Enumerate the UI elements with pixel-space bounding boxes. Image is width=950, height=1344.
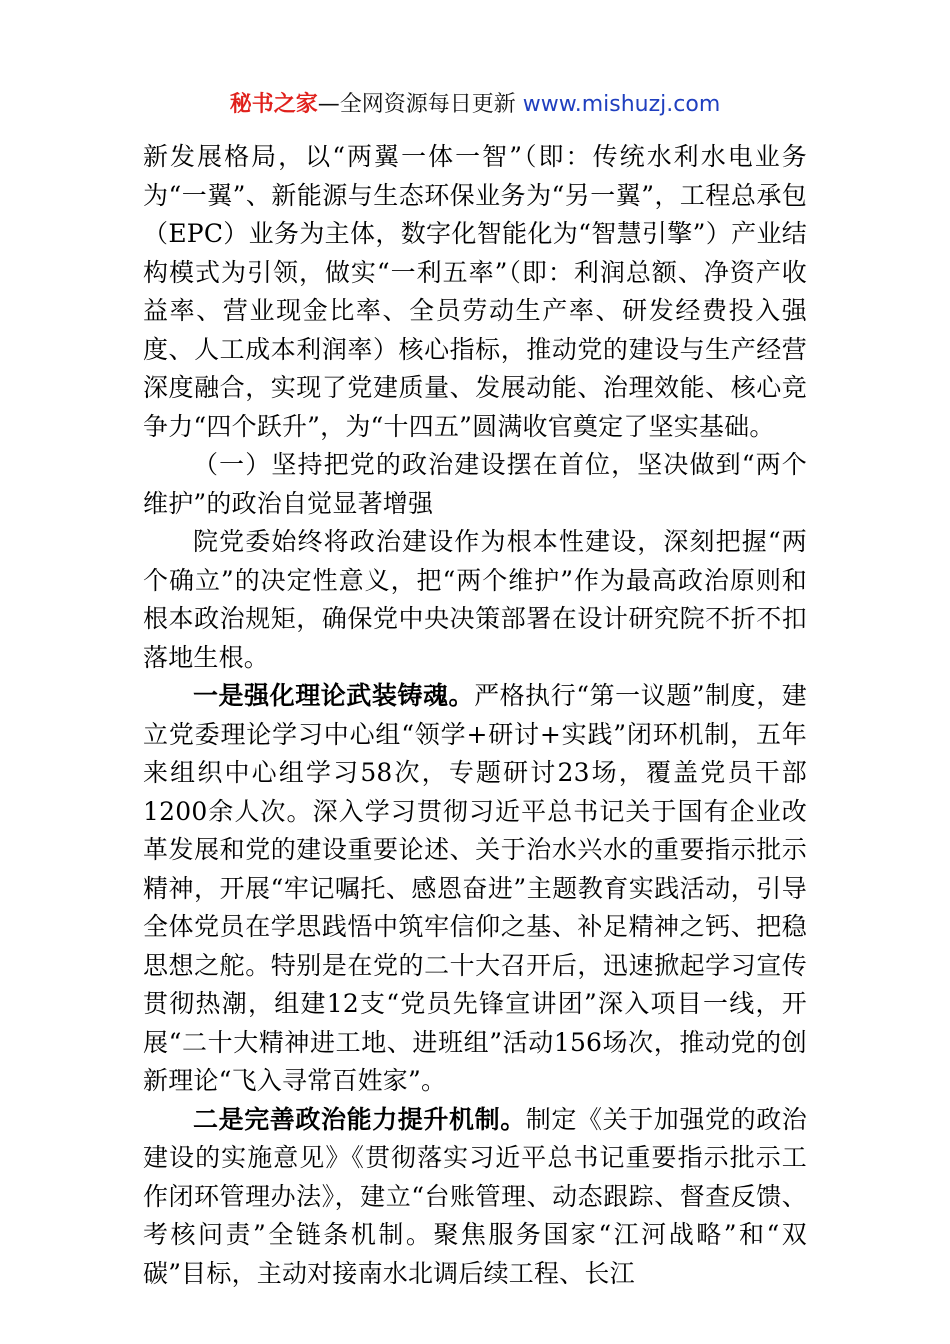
paragraph: [143, 677, 807, 1101]
paragraph-lead: 二是完善政治能力提升机制。: [193, 1104, 526, 1134]
paragraph: [143, 523, 807, 677]
site-brand: 秘书之家: [229, 92, 318, 117]
section-heading: [143, 446, 807, 523]
paragraph-text: 制定《关于加强党的政治建设的实施意见》《贯彻落实习近平总书记重要指示批示工作闭环管理办法》，建立“台账管理、动态跟踪、督查反馈、考核问责”全链条机制。聚焦服务国家“江河战略”和“双碳”目标，主动对接南水北调后续工程、长江: [143, 1104, 807, 1288]
site-url-link[interactable]: www.mishuzj.com: [522, 92, 721, 117]
paragraph-text: 院党委始终将政治建设作为根本性建设，深刻把握“两个确立”的决定性意义，把“两个维护”作为最高政治原则和根本政治规矩，确保党中央决策部署在设计研究院不折不扣落地生根。: [143, 527, 807, 672]
paragraph: [143, 1101, 807, 1294]
paragraph-continuation: [143, 138, 807, 446]
paragraph-lead: 一是强化理论武装铸魂。: [193, 681, 475, 710]
paragraph-text: 严格执行“第一议题”制度，建立党委理论学习中心组“领学+研讨+实践”闭环机制，五年来组织中心组学习58次，专题研讨23场，覆盖党员干部1200余人次。深入学习贯彻习近平总书记关于国有企业改革发展和党的建设重要论述、关于治水兴水的重要指示批示精神，开展“牢记嘱托、感恩奋进”主题教育实践活动，引导全体党员在学思践悟中筑牢信仰之基、补足精神之钙、把稳思想之舵。特别是在党的二十大召开后，迅速掀起学习宣传贯彻热潮，组建12支“党员先锋宣讲团”深入项目一线，开展“二十大精神进工地、进班组”活动156场次，推动党的创新理论“飞入寻常百姓家”。: [143, 681, 807, 1095]
site-header: [0, 90, 950, 120]
site-slogan: —全网资源每日更新: [317, 92, 523, 117]
section-heading-text: （一）坚持把党的政治建设摆在首位，坚决做到“两个维护”的政治自觉显著增强: [143, 450, 807, 518]
paragraph-text: 新发展格局，以“两翼一体一智”（即：传统水利水电业务为“一翼”、新能源与生态环保业务为“另一翼”，工程总承包（EPC）业务为主体，数字化智能化为“智慧引擎”）产业结构模式为引领，做实“一利五率”（即：利润总额、净资产收益率、营业现金比率、全员劳动生产率、研发经费投入强度、人工成本利润率）核心指标，推动党的建设与生产经营深度融合，实现了党建质量、发展动能、治理效能、核心竞争力“四个跃升”，为“十四五”圆满收官奠定了坚实基础。: [143, 142, 807, 441]
document-body: [143, 138, 807, 1293]
